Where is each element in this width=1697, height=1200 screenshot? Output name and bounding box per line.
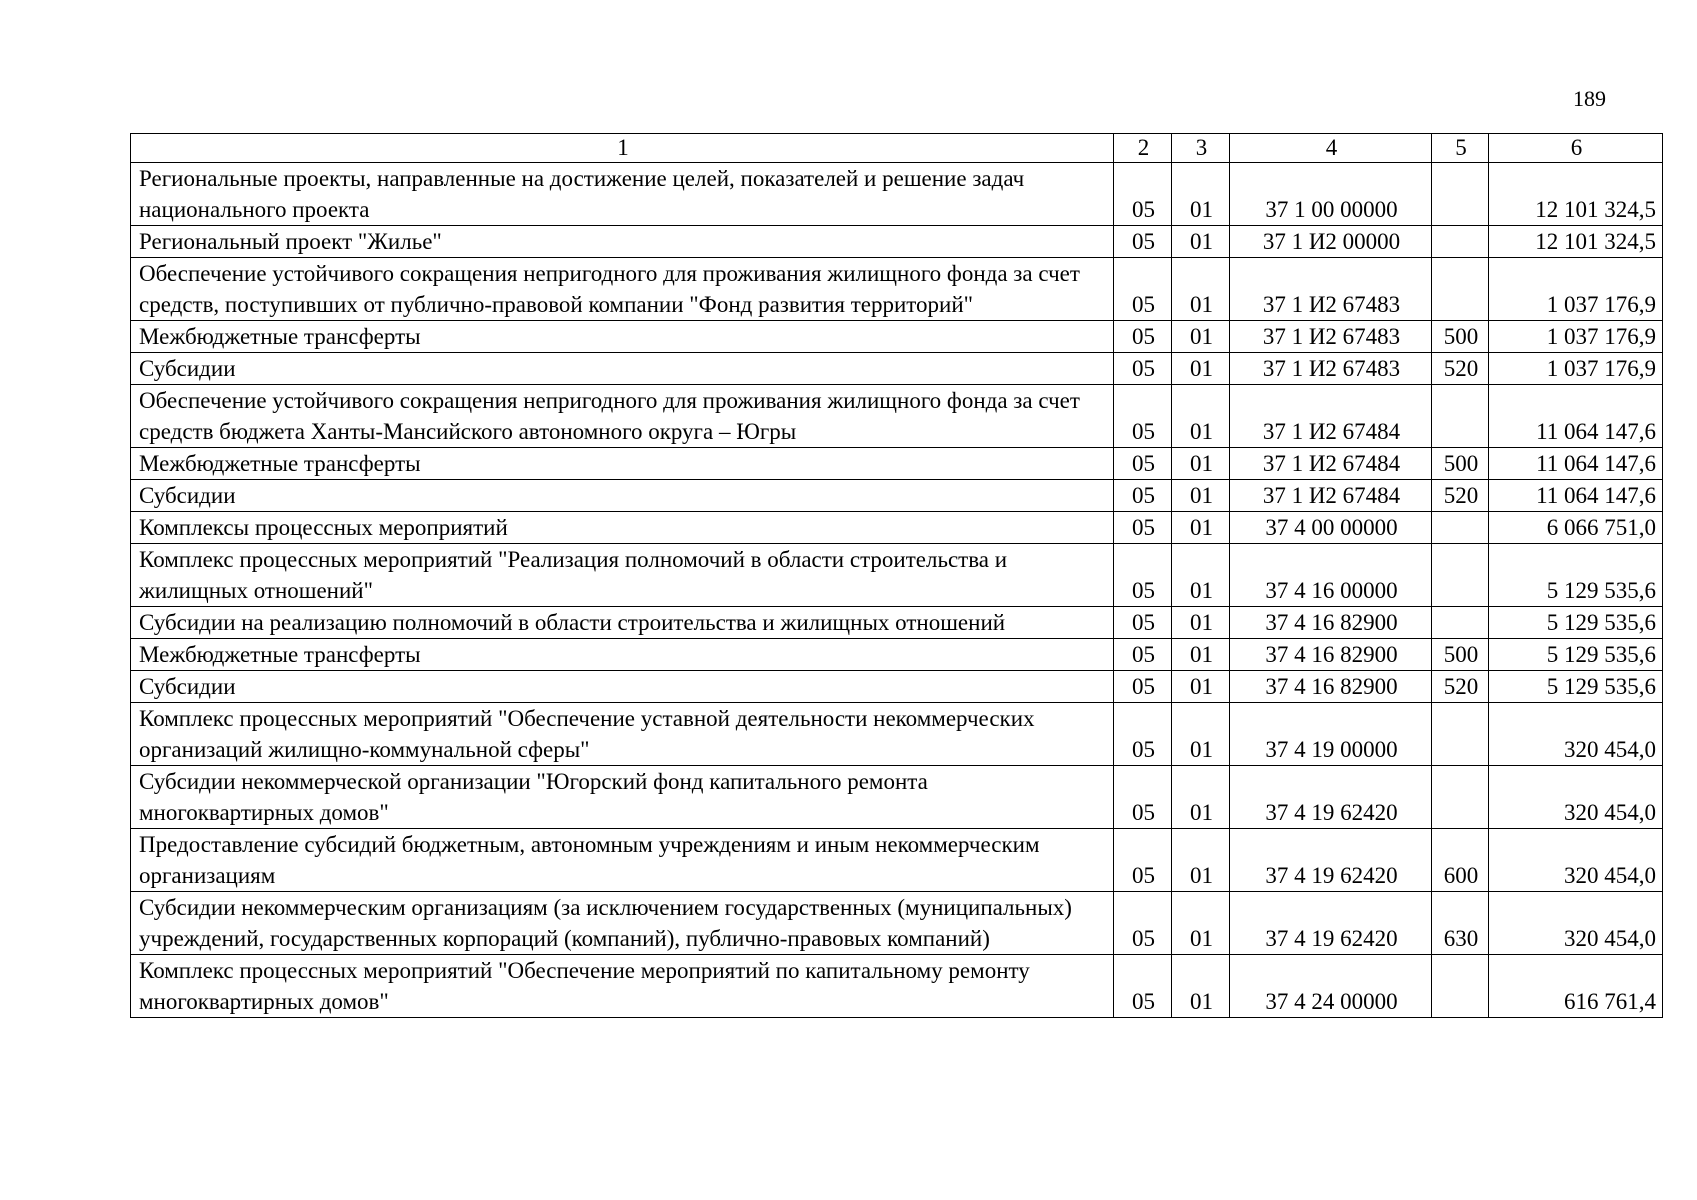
column-header: 3 (1172, 134, 1230, 163)
table-row (131, 544, 1663, 607)
amount-cell: 1 037 176,9 (1489, 321, 1663, 353)
amount-cell: 12 101 324,5 (1489, 226, 1663, 258)
expense-type-cell (1432, 385, 1489, 448)
section-code-cell: 05 (1114, 226, 1172, 258)
expense-type-cell: 520 (1432, 671, 1489, 703)
column-header: 5 (1432, 134, 1489, 163)
expense-type-cell (1432, 512, 1489, 544)
table-row (131, 766, 1663, 829)
table-row (131, 385, 1663, 448)
section-code-cell: 05 (1114, 955, 1172, 1018)
amount-cell: 320 454,0 (1489, 703, 1663, 766)
target-article-cell: 37 1 И2 67483 (1230, 353, 1432, 385)
row-name-cell: Обеспечение устойчивого сокращения непригодного для проживания жилищного фонда за счет средств, поступивших от публично-правовой компании "Фонд развития территорий" (131, 258, 1114, 321)
table-row (131, 639, 1663, 671)
row-name-cell: Комплекс процессных мероприятий "Обеспечение уставной деятельности некоммерческих организаций жилищно-коммунальной сферы" (131, 703, 1114, 766)
expense-type-cell (1432, 607, 1489, 639)
section-code-cell: 05 (1114, 480, 1172, 512)
subsection-code-cell: 01 (1172, 226, 1230, 258)
section-code-cell: 05 (1114, 639, 1172, 671)
amount-cell: 1 037 176,9 (1489, 353, 1663, 385)
target-article-cell: 37 4 00 00000 (1230, 512, 1432, 544)
row-name-cell: Субсидии некоммерческим организациям (за исключением государственных (муниципальных) учреждений, государственных корпораций (компаний), публично-правовых компаний) (131, 892, 1114, 955)
table-row (131, 703, 1663, 766)
target-article-cell: 37 1 И2 67484 (1230, 448, 1432, 480)
table-row (131, 955, 1663, 1018)
subsection-code-cell: 01 (1172, 766, 1230, 829)
table-row (131, 829, 1663, 892)
amount-cell: 5 129 535,6 (1489, 639, 1663, 671)
subsection-code-cell: 01 (1172, 703, 1230, 766)
target-article-cell: 37 4 19 00000 (1230, 703, 1432, 766)
target-article-cell: 37 1 И2 67484 (1230, 385, 1432, 448)
target-article-cell: 37 1 И2 67483 (1230, 321, 1432, 353)
amount-cell: 320 454,0 (1489, 892, 1663, 955)
column-header: 4 (1230, 134, 1432, 163)
amount-cell: 320 454,0 (1489, 829, 1663, 892)
subsection-code-cell: 01 (1172, 448, 1230, 480)
table-row (131, 512, 1663, 544)
expense-type-cell (1432, 955, 1489, 1018)
expense-type-cell (1432, 226, 1489, 258)
row-name-cell: Субсидии (131, 353, 1114, 385)
table-row (131, 163, 1663, 226)
amount-cell: 11 064 147,6 (1489, 480, 1663, 512)
target-article-cell: 37 4 16 82900 (1230, 671, 1432, 703)
amount-cell: 11 064 147,6 (1489, 385, 1663, 448)
row-name-cell: Комплекс процессных мероприятий "Реализация полномочий в области строительства и жилищных отношений" (131, 544, 1114, 607)
target-article-cell: 37 4 19 62420 (1230, 829, 1432, 892)
section-code-cell: 05 (1114, 892, 1172, 955)
table-row (131, 607, 1663, 639)
section-code-cell: 05 (1114, 766, 1172, 829)
subsection-code-cell: 01 (1172, 480, 1230, 512)
target-article-cell: 37 1 И2 67484 (1230, 480, 1432, 512)
expense-type-cell (1432, 766, 1489, 829)
table-row (131, 480, 1663, 512)
row-name-cell: Межбюджетные трансферты (131, 639, 1114, 671)
subsection-code-cell: 01 (1172, 258, 1230, 321)
subsection-code-cell: 01 (1172, 385, 1230, 448)
table-row (131, 892, 1663, 955)
table-row (131, 321, 1663, 353)
subsection-code-cell: 01 (1172, 321, 1230, 353)
expense-type-cell: 500 (1432, 448, 1489, 480)
row-name-cell: Региональные проекты, направленные на достижение целей, показателей и решение задач национального проекта (131, 163, 1114, 226)
section-code-cell: 05 (1114, 512, 1172, 544)
subsection-code-cell: 01 (1172, 544, 1230, 607)
expense-type-cell: 520 (1432, 480, 1489, 512)
amount-cell: 6 066 751,0 (1489, 512, 1663, 544)
target-article-cell: 37 4 19 62420 (1230, 766, 1432, 829)
budget-table (130, 133, 1663, 1018)
amount-cell: 5 129 535,6 (1489, 671, 1663, 703)
section-code-cell: 05 (1114, 258, 1172, 321)
section-code-cell: 05 (1114, 829, 1172, 892)
amount-cell: 5 129 535,6 (1489, 544, 1663, 607)
subsection-code-cell: 01 (1172, 607, 1230, 639)
expense-type-cell: 520 (1432, 353, 1489, 385)
table-row (131, 353, 1663, 385)
section-code-cell: 05 (1114, 703, 1172, 766)
row-name-cell: Комплексы процессных мероприятий (131, 512, 1114, 544)
table-row (131, 448, 1663, 480)
table-row (131, 671, 1663, 703)
row-name-cell: Межбюджетные трансферты (131, 321, 1114, 353)
column-header: 6 (1489, 134, 1663, 163)
expense-type-cell: 500 (1432, 639, 1489, 671)
column-header: 2 (1114, 134, 1172, 163)
table-header-row (131, 134, 1663, 163)
target-article-cell: 37 4 16 82900 (1230, 639, 1432, 671)
section-code-cell: 05 (1114, 607, 1172, 639)
row-name-cell: Субсидии (131, 480, 1114, 512)
amount-cell: 11 064 147,6 (1489, 448, 1663, 480)
expense-type-cell (1432, 544, 1489, 607)
expense-type-cell (1432, 258, 1489, 321)
expense-type-cell: 630 (1432, 892, 1489, 955)
row-name-cell: Субсидии на реализацию полномочий в области строительства и жилищных отношений (131, 607, 1114, 639)
row-name-cell: Субсидии (131, 671, 1114, 703)
section-code-cell: 05 (1114, 163, 1172, 226)
target-article-cell: 37 1 И2 67483 (1230, 258, 1432, 321)
subsection-code-cell: 01 (1172, 955, 1230, 1018)
page-number: 189 (1573, 86, 1606, 111)
amount-cell: 12 101 324,5 (1489, 163, 1663, 226)
row-name-cell: Региональный проект "Жилье" (131, 226, 1114, 258)
target-article-cell: 37 4 16 00000 (1230, 544, 1432, 607)
subsection-code-cell: 01 (1172, 512, 1230, 544)
subsection-code-cell: 01 (1172, 671, 1230, 703)
row-name-cell: Субсидии некоммерческой организации "Югорский фонд капитального ремонта многоквартирных домов" (131, 766, 1114, 829)
section-code-cell: 05 (1114, 353, 1172, 385)
section-code-cell: 05 (1114, 321, 1172, 353)
expense-type-cell (1432, 163, 1489, 226)
section-code-cell: 05 (1114, 671, 1172, 703)
row-name-cell: Комплекс процессных мероприятий "Обеспечение мероприятий по капитальному ремонту многоквартирных домов" (131, 955, 1114, 1018)
row-name-cell: Предоставление субсидий бюджетным, автономным учреждениям и иным некоммерческим организациям (131, 829, 1114, 892)
target-article-cell: 37 4 16 82900 (1230, 607, 1432, 639)
amount-cell: 5 129 535,6 (1489, 607, 1663, 639)
subsection-code-cell: 01 (1172, 639, 1230, 671)
section-code-cell: 05 (1114, 448, 1172, 480)
expense-type-cell: 500 (1432, 321, 1489, 353)
table-row (131, 226, 1663, 258)
amount-cell: 320 454,0 (1489, 766, 1663, 829)
section-code-cell: 05 (1114, 385, 1172, 448)
target-article-cell: 37 4 24 00000 (1230, 955, 1432, 1018)
expense-type-cell (1432, 703, 1489, 766)
row-name-cell: Межбюджетные трансферты (131, 448, 1114, 480)
amount-cell: 616 761,4 (1489, 955, 1663, 1018)
subsection-code-cell: 01 (1172, 829, 1230, 892)
section-code-cell: 05 (1114, 544, 1172, 607)
target-article-cell: 37 1 И2 00000 (1230, 226, 1432, 258)
subsection-code-cell: 01 (1172, 353, 1230, 385)
target-article-cell: 37 1 00 00000 (1230, 163, 1432, 226)
subsection-code-cell: 01 (1172, 163, 1230, 226)
column-header: 1 (131, 134, 1114, 163)
expense-type-cell: 600 (1432, 829, 1489, 892)
row-name-cell: Обеспечение устойчивого сокращения непригодного для проживания жилищного фонда за счет средств бюджета Ханты-Мансийского автономного округа – Югры (131, 385, 1114, 448)
subsection-code-cell: 01 (1172, 892, 1230, 955)
table-row (131, 258, 1663, 321)
amount-cell: 1 037 176,9 (1489, 258, 1663, 321)
target-article-cell: 37 4 19 62420 (1230, 892, 1432, 955)
